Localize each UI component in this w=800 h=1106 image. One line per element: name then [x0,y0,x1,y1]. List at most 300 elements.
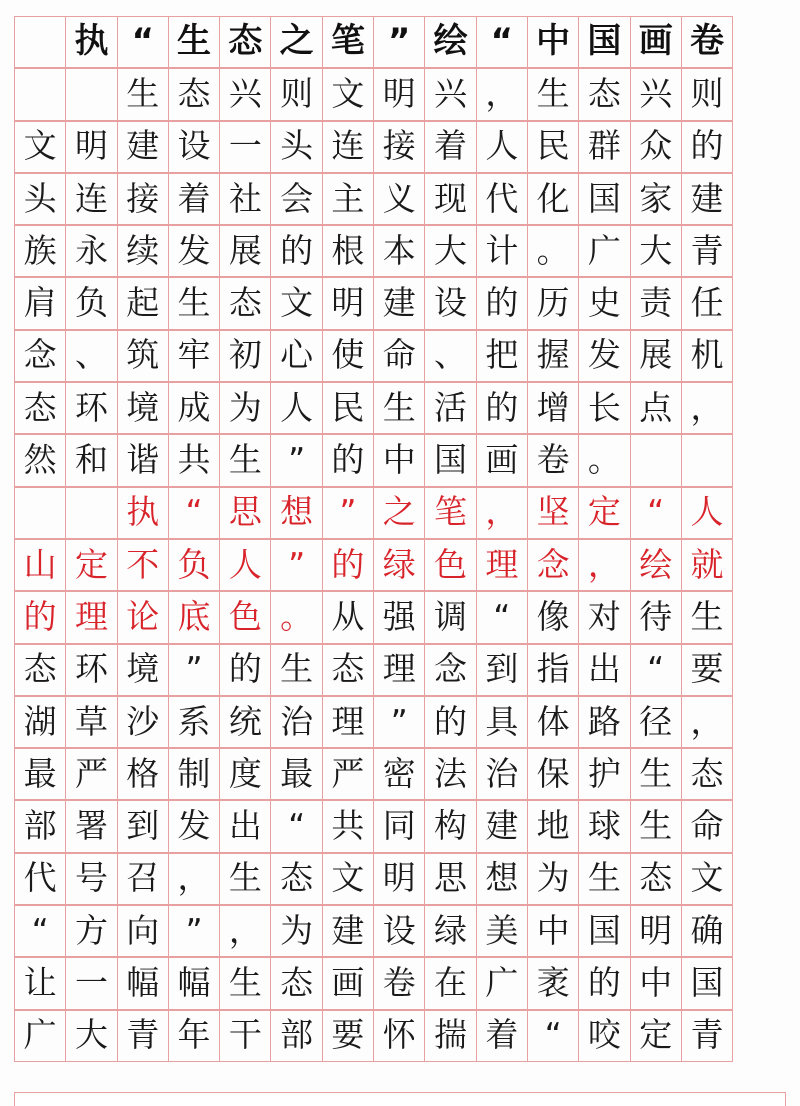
grid-cell-char: 发 [587,335,621,375]
grid-cell [219,16,271,68]
grid-cell [270,382,322,434]
grid-row [14,382,786,434]
grid-cell-char: 色 [228,596,262,636]
grid-cell-char: 格 [126,753,160,793]
grid-cell-char: 环 [74,387,108,427]
grid-cell [527,277,579,329]
grid-cell [578,748,630,800]
grid-cell-char: 续 [126,230,160,270]
grid-cell-char: “ [288,806,306,846]
grid-cell [373,121,425,173]
grid-row [14,644,786,696]
grid-cell-char: 为 [536,858,570,898]
grid-cell [681,382,733,434]
grid-cell-char: 密 [382,753,416,793]
grid-cell [424,800,476,852]
grid-cell [117,16,169,68]
grid-cell-char: 幅 [126,962,160,1002]
grid-cell [14,434,66,486]
grid-cell [117,487,169,539]
grid-cell [630,591,682,643]
grid-cell-char: 众 [639,126,673,166]
grid-cell [527,1010,579,1062]
grid-cell-char: 根 [331,230,365,270]
grid-cell [681,434,733,486]
grid-cell [219,382,271,434]
grid-cell [322,434,374,486]
grid-cell [578,487,630,539]
grid-cell-char: 要 [331,1015,365,1055]
grid-cell-char: 草 [74,701,108,741]
grid-row [14,591,786,643]
grid-cell-char: 揣 [434,1015,468,1055]
grid-cell [527,330,579,382]
grid-cell-char: 定 [639,1015,673,1055]
grid-cell [117,957,169,1009]
grid-cell [476,225,528,277]
grid-cell-char: 发 [177,806,211,846]
grid-cell [424,487,476,539]
grid-cell [527,591,579,643]
grid-cell [14,748,66,800]
grid-cell-char: 共 [331,806,365,846]
grid-cell [578,434,630,486]
grid-cell [578,277,630,329]
grid-cell [14,330,66,382]
grid-row [14,800,786,852]
grid-cell-char: 机 [690,335,724,375]
grid-cell [527,696,579,748]
grid-cell-char: 美 [485,910,519,950]
grid-cell [681,957,733,1009]
grid-cell [681,696,733,748]
grid-cell [527,382,579,434]
grid-cell [168,748,220,800]
grid-cell-char: 中 [536,910,570,950]
grid-cell [65,748,117,800]
grid-cell-char: 生 [587,858,621,898]
grid-cell-char: 文 [280,283,314,323]
grid-cell-char: 中 [639,962,673,1002]
grid-cell-char: 明 [74,126,108,166]
grid-cell [681,225,733,277]
grid-cell [424,434,476,486]
grid-cell-char: 径 [639,701,673,741]
grid-cell [373,853,425,905]
grid-cell [681,853,733,905]
grid-cell-char: 。 [280,596,314,636]
grid-cell [14,696,66,748]
grid-cell-char: 体 [536,701,570,741]
grid-cell [270,330,322,382]
grid-cell [322,800,374,852]
grid-cell-char: 青 [690,1015,724,1055]
grid-cell-char: 牢 [177,335,211,375]
grid-cell [168,16,220,68]
grid-cell-char: 。 [587,440,621,480]
grid-cell-char: 召 [126,858,160,898]
grid-cell [476,382,528,434]
grid-cell-char: 明 [331,283,365,323]
grid-cell-char: 国 [587,21,622,62]
grid-cell-char: 想 [485,858,519,898]
grid-cell-char: 青 [126,1015,160,1055]
grid-cell [65,121,117,173]
grid-row [14,696,786,748]
grid-cell [424,957,476,1009]
grid-cell [630,68,682,120]
grid-cell-char: 笔 [434,492,468,532]
grid-cell [65,16,117,68]
grid-cell [630,277,682,329]
grid-cell [424,277,476,329]
grid-cell [681,748,733,800]
grid-cell-char: 怀 [382,1015,416,1055]
grid-cell-char: 之 [279,21,314,62]
grid-cell-char: 就 [690,544,724,584]
grid-cell [373,539,425,591]
grid-row [14,1010,786,1062]
grid-cell [14,225,66,277]
grid-cell-char: 生 [228,858,262,898]
grid-cell [578,644,630,696]
grid-cell [373,68,425,120]
grid-cell [65,330,117,382]
grid-cell [270,225,322,277]
grid-cell-char: 明 [382,73,416,113]
grid-cell [219,434,271,486]
grid-cell-char: 定 [74,544,108,584]
grid-cell-char: 生 [536,73,570,113]
grid-cell [630,487,682,539]
grid-cell-char: 为 [228,387,262,427]
grid-cell [373,957,425,1009]
grid-cell [322,225,374,277]
grid-cell-char: 不 [126,544,160,584]
grid-cell [117,225,169,277]
grid-cell [270,173,322,225]
grid-cell [630,905,682,957]
grid-cell-char: 的 [690,126,724,166]
grid-cell-char: 代 [23,858,57,898]
grid-cell [527,539,579,591]
grid-cell [424,68,476,120]
grid-cell-char: ” [339,492,357,532]
grid-cell-char: 人 [485,126,519,166]
grid-cell-char: 同 [382,806,416,846]
grid-cell [476,434,528,486]
grid-cell [630,644,682,696]
grid-cell [219,696,271,748]
grid-cell [270,591,322,643]
grid-cell [117,539,169,591]
grid-cell [117,853,169,905]
grid-cell-char: 绘 [639,544,673,584]
grid-cell-char: 思 [228,492,262,532]
grid-cell [270,16,322,68]
grid-cell-char: 理 [331,701,365,741]
grid-row [14,16,786,68]
grid-cell-char: 调 [434,596,468,636]
grid-cell [424,330,476,382]
grid-cell [476,121,528,173]
grid-cell-char: 论 [126,596,160,636]
grid-cell [65,853,117,905]
grid-cell [527,800,579,852]
grid-cell [117,696,169,748]
grid-cell-char: 态 [228,21,263,62]
grid-cell-char: 着 [177,178,211,218]
grid-cell [373,748,425,800]
grid-cell [322,330,374,382]
grid-cell-char: 兴 [639,73,673,113]
grid-cell-char: “ [544,1015,562,1055]
grid-cell-char: 出 [587,649,621,689]
grid-cell [322,591,374,643]
grid-cell-char: 长 [587,387,621,427]
grid-cell [373,487,425,539]
grid-cell [219,173,271,225]
grid-cell [117,591,169,643]
grid-cell [681,16,733,68]
grid-cell-char: 人 [280,387,314,427]
grid-cell-char: 着 [485,1015,519,1055]
grid-cell-char: 到 [485,649,519,689]
grid-cell [578,957,630,1009]
grid-cell [14,644,66,696]
grid-cell [65,539,117,591]
grid-cell [578,696,630,748]
grid-cell-char: 生 [639,806,673,846]
grid-cell [322,539,374,591]
grid-cell [117,277,169,329]
grid-cell-char: 活 [434,387,468,427]
grid-cell-char: 在 [434,962,468,1002]
grid-cell [578,121,630,173]
grid-cell-char: ” [185,649,203,689]
grid-cell [373,1010,425,1062]
grid-cell [373,330,425,382]
grid-cell [117,800,169,852]
grid-cell-char: 底 [177,596,211,636]
grid-cell [14,487,66,539]
grid-cell [219,853,271,905]
grid-cell-char: 设 [434,283,468,323]
grid-cell [322,1010,374,1062]
grid-cell [117,173,169,225]
grid-cell-char: 理 [485,544,519,584]
grid-cell-char: 头 [280,126,314,166]
grid-cell-char: 绿 [434,910,468,950]
grid-row [14,121,786,173]
grid-cell-char: 点 [639,387,673,427]
grid-cell-char: 山 [23,544,57,584]
grid-cell [476,591,528,643]
grid-cell-char: 国 [587,910,621,950]
grid-cell-char: 国 [434,440,468,480]
grid-cell [476,16,528,68]
grid-cell [681,539,733,591]
grid-cell-char: 最 [23,753,57,793]
grid-cell [270,957,322,1009]
grid-row [14,487,786,539]
grid-cell-char: 生 [177,21,212,62]
grid-cell [424,382,476,434]
grid-cell-char: 袤 [536,962,570,1002]
grid-cell-char: 环 [74,649,108,689]
grid-cell [219,644,271,696]
grid-cell [424,591,476,643]
grid-cell [578,539,630,591]
grid-cell [527,16,579,68]
grid-cell-char: 中 [382,440,416,480]
grid-cell-char: ” [288,440,306,480]
grid-row [14,853,786,905]
grid-cell-char: 则 [690,73,724,113]
grid-cell [476,539,528,591]
grid-cell [578,16,630,68]
grid-cell-char: 生 [639,753,673,793]
grid-cell-char: 建 [485,806,519,846]
grid-cell-char: 念 [23,335,57,375]
grid-cell [168,905,220,957]
grid-cell [630,16,682,68]
grid-cell-char: 接 [382,126,416,166]
grid-cell-char: 笔 [330,21,365,62]
grid-cell-char: 构 [434,806,468,846]
grid-cell [476,800,528,852]
grid-cell [65,905,117,957]
grid-cell-char: 国 [587,178,621,218]
grid-cell-char: ” [390,701,408,741]
grid-cell-char: 从 [331,596,365,636]
grid-cell [168,800,220,852]
grid-cell-char: 部 [280,1015,314,1055]
grid-cell [219,957,271,1009]
grid-cell-char: 态 [587,73,621,113]
grid-cell-char: 境 [126,387,160,427]
grid-cell [270,121,322,173]
grid-cell-char: 握 [536,335,570,375]
grid-cell-char: “ [647,492,665,532]
grid-cell [168,68,220,120]
grid-cell [219,121,271,173]
grid-cell-char: 卷 [536,440,570,480]
grid-cell-char: 然 [23,440,57,480]
grid-cell [14,173,66,225]
grid-cell-char: 态 [280,962,314,1002]
grid-cell [527,173,579,225]
grid-row [14,330,786,382]
grid-cell [65,173,117,225]
grid-cell-char: 方 [74,910,108,950]
grid-cell-char: 生 [126,73,160,113]
grid-cell-char: 像 [536,596,570,636]
grid-cell [424,905,476,957]
grid-cell-char: 制 [177,753,211,793]
grid-cell [527,487,579,539]
grid-cell-char: ， [485,73,519,113]
grid-cell-char: 社 [228,178,262,218]
grid-cell-char: 保 [536,753,570,793]
grid-cell [578,591,630,643]
grid-cell-char: 统 [228,701,262,741]
grid-cell-char: 理 [74,596,108,636]
grid-cell-char: 理 [382,649,416,689]
grid-cell [630,121,682,173]
grid-cell-char: 画 [638,21,673,62]
grid-cell [219,905,271,957]
grid-cell [270,539,322,591]
grid-cell [681,800,733,852]
grid-cell [270,800,322,852]
grid-cell-char: 文 [331,73,365,113]
grid-cell [14,957,66,1009]
grid-cell [14,539,66,591]
grid-cell-char: 肩 [23,283,57,323]
grid-cell [322,173,374,225]
grid-cell-char: 成 [177,387,211,427]
grid-cell-char: “ [131,21,154,62]
grid-cell-char: 义 [382,178,416,218]
grid-cell-char: 为 [280,910,314,950]
grid-cell-char: 态 [280,858,314,898]
grid-cell-char: ， [690,701,724,741]
grid-cell-char: 球 [587,806,621,846]
grid-cell [424,173,476,225]
grid-cell-char: 大 [639,230,673,270]
grid-cell [476,330,528,382]
grid-cell [168,957,220,1009]
grid-cell [270,853,322,905]
grid-cell [14,68,66,120]
grid-cell [322,696,374,748]
grid-cell [476,68,528,120]
grid-cell-char: 念 [536,544,570,584]
grid-cell-char: 责 [639,283,673,323]
grid-cell [630,330,682,382]
grid-cell [630,696,682,748]
grid-cell-char: 想 [280,492,314,532]
grid-cell-char: 严 [331,753,365,793]
grid-cell [424,853,476,905]
grid-cell-char: 对 [587,596,621,636]
grid-cell [527,748,579,800]
grid-cell [630,173,682,225]
grid-cell-char: 生 [177,283,211,323]
grid-cell [424,225,476,277]
grid-cell [578,905,630,957]
grid-cell-char: 共 [177,440,211,480]
grid-cell-char: 广 [23,1015,57,1055]
grid-cell-char: “ [493,596,511,636]
grid-cell-char: 建 [690,178,724,218]
grid-cell [322,68,374,120]
grid-cell-char: 。 [536,230,570,270]
grid-cell-char: 沙 [126,701,160,741]
grid-cell-char: 命 [690,806,724,846]
grid-row [14,539,786,591]
grid-cell [14,591,66,643]
grid-cell [117,330,169,382]
grid-cell [168,121,220,173]
grid-cell-char: 群 [587,126,621,166]
grid-cell-char: 设 [177,126,211,166]
grid-cell-char: 命 [382,335,416,375]
grid-cell-char: 画 [331,962,365,1002]
grid-cell-char: 署 [74,806,108,846]
grid-cell [322,277,374,329]
